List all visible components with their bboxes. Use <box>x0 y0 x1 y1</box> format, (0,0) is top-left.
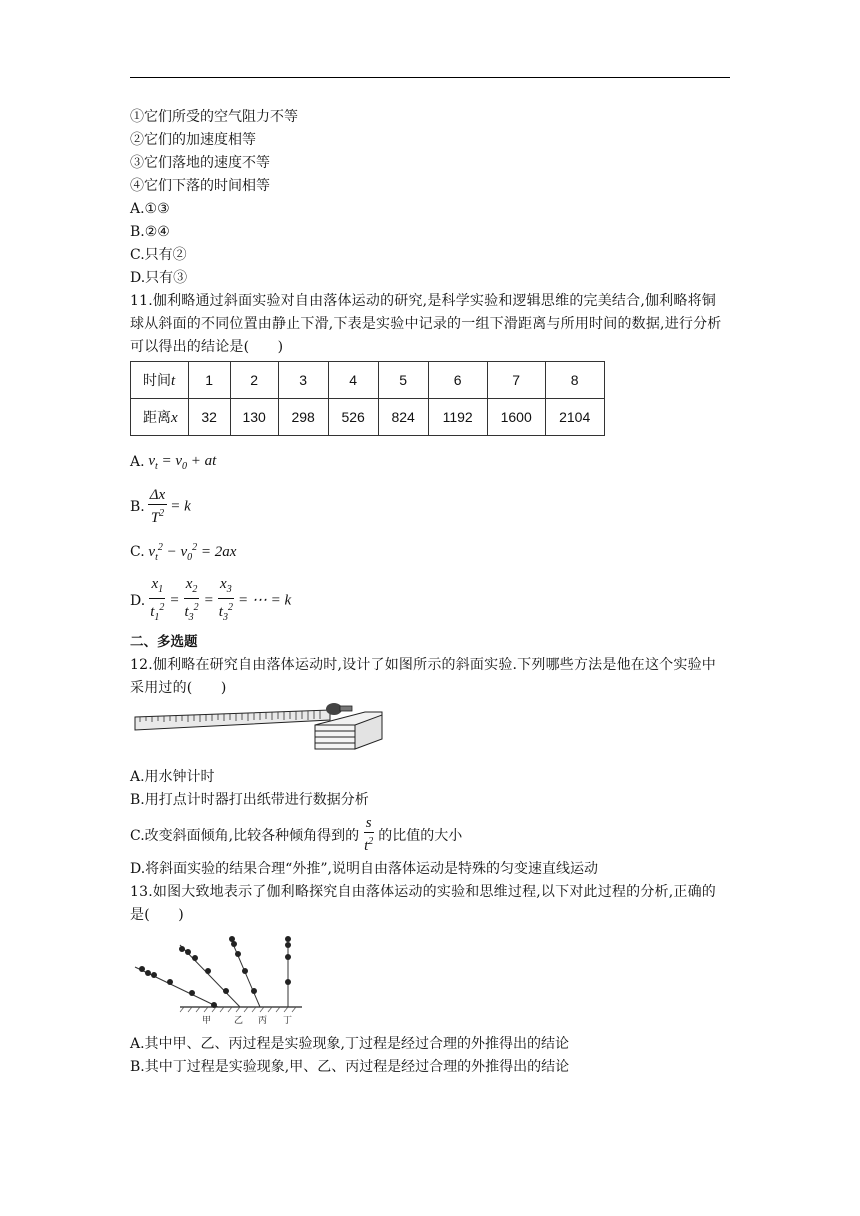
table-row-time <box>131 362 605 399</box>
table-cell: 130 <box>230 399 278 436</box>
q12-stem: 12.伽利略在研究自由落体运动时,设计了如图所示的斜面实验.下列哪些方法是他在这个实验中采用过的( ) <box>130 657 716 696</box>
figure-label-ding: 丁 <box>283 1016 293 1026</box>
q11-option-b: B. $\frac{\Delta x}{T^2}$ = k <box>130 487 191 526</box>
q13-option-a: A.其中甲、乙、丙过程是实验现象,丁过程是经过合理的外推得出的结论 <box>130 1036 570 1052</box>
table-cell: 1600 <box>487 399 545 436</box>
table-cell: 2104 <box>545 399 604 436</box>
q12-option-b: B.用打点计时器打出纸带进行数据分析 <box>130 792 369 808</box>
q11-option-d: D. $\frac{x_1}{t_1^2}$ = $\frac{x_2}{t_3^2}$ = $\frac{x_3}{t_3^2}$ = ⋯ = k <box>130 572 730 630</box>
page-content <box>130 106 730 1079</box>
q10-item-3: ③它们落地的速度不等 <box>130 155 270 171</box>
q12-option-c: C.改变斜面倾角,比较各种倾角得到的 $\frac{s}{t^2}$ 的比值的大小 <box>130 815 463 854</box>
q12-option-d: D.将斜面实验的结果合理“外推”,说明自由落体运动是特殊的匀变速直线运动 <box>130 861 598 877</box>
table-cell: 8 <box>545 362 604 399</box>
q10-option-d: D.只有③ <box>130 270 188 286</box>
figure-label-bing: 丙 <box>258 1016 268 1026</box>
table-cell: 3 <box>278 362 328 399</box>
q11-data-table <box>130 361 605 436</box>
table-cell: 298 <box>278 399 328 436</box>
galileo-reasoning-figure <box>130 927 330 1027</box>
formula-s-over-t2: $\frac{s}{t^2}$ <box>364 815 374 854</box>
q10-option-c: C.只有② <box>130 247 187 263</box>
table-header-distance: 距离x <box>131 399 189 436</box>
header-rule <box>130 77 730 78</box>
section-title-multiple-choice: 二、多选题 <box>130 634 198 650</box>
q10-item-4: ④它们下落的时间相等 <box>130 178 270 194</box>
q10-option-a: A.①③ <box>130 201 170 217</box>
q10-option-b: B.②④ <box>130 224 170 240</box>
table-cell: 7 <box>487 362 545 399</box>
table-cell: 526 <box>328 399 378 436</box>
q11-option-c: C. $v_t^2 - v_0^2 = 2ax$ <box>130 541 237 563</box>
figure-label-jia: 甲 <box>202 1016 212 1026</box>
q13-stem: 13.如图大致地表示了伽利略探究自由落体运动的实验和思维过程,以下对此过程的分析,正确的是( ) <box>130 884 716 923</box>
table-cell: 824 <box>378 399 428 436</box>
table-header-time: 时间t <box>131 362 189 399</box>
q10-item-2: ②它们的加速度相等 <box>130 132 256 148</box>
q11-stem: 11.伽利略通过斜面实验对自由落体运动的研究,是科学实验和逻辑思维的完美结合,伽利略将铜球从斜面的不同位置由静止下滑,下表是实验中记录的一组下滑距离与所用时间的数据,进行分析可以得出的结论是( ) <box>130 293 722 355</box>
table-cell: 1192 <box>428 399 487 436</box>
table-row-distance <box>131 399 605 436</box>
table-cell: 32 <box>188 399 230 436</box>
formula-d: $\frac{x_1}{t_1^2}$ = $\frac{x_2}{t_3^2}$ = $\frac{x_3}{t_3^2}$ = ⋯ = k <box>150 576 292 623</box>
table-cell: 5 <box>378 362 428 399</box>
table-cell: 6 <box>428 362 487 399</box>
table-cell: 1 <box>188 362 230 399</box>
q10-item-1: ①它们所受的空气阻力不等 <box>130 109 298 125</box>
table-cell: 4 <box>328 362 378 399</box>
formula-c: $v_t^2 - v_0^2 = 2ax$ <box>144 541 237 563</box>
formula-b: $\frac{\Delta x}{T^2}$ = k <box>149 487 191 526</box>
q11-option-a: A. $v_t = v_0$ + at <box>130 452 217 472</box>
figure-label-yi: 乙 <box>234 1016 244 1026</box>
q13-option-b: B.其中丁过程是实验现象,甲、乙、丙过程是经过合理的外推得出的结论 <box>130 1059 570 1075</box>
formula-a: $v_t = v_0$ + at <box>144 452 217 472</box>
table-cell: 2 <box>230 362 278 399</box>
incline-experiment-figure <box>130 700 390 760</box>
q12-option-a: A.用水钟计时 <box>130 769 215 785</box>
